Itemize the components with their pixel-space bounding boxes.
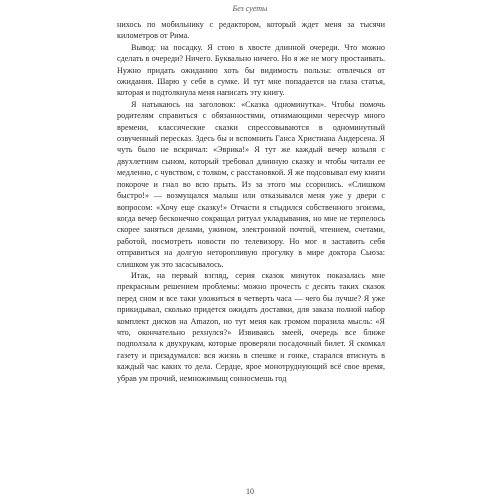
- paragraph: нихось по мобильнику с редактором, который ждет меня за тысячи километров от Рима.: [117, 20, 385, 41]
- page-number: 10: [246, 487, 254, 496]
- paragraph: Я натыкаюсь на заголовок: «Сказка одноминутка». Чтобы помочь родителям справиться с обязанностями, отнимающими чересчур много времени, классические сказки спрессовываются в одноминутный озвученный пересказ. Здесь бы и вспомнить Ганса Христиана Андерсена. Я чуть было не вскричал: «Эврика!» Я тут же каждый вечер козыля с двухлетним сыном, который требовал длинную сказку и чтобы читали ее медленно, с чувством, с толком, с расстановкой. Я же подсовывал ему книги покороче и гнал во всю прыть. Из за этого мы ссорились. «Слишком быстро!» — возмущался малыш или отказывался меня уже у двери с вопросом: «Хочу еще сказку!» Отчасти я стыдился собственного эгоизма, когда вечер бесконечно сокращал ритуал укладывания, но мне не терпелось скорее заняться делами, ужином, электронной почтой, чтением, счетами, работой, посмотреть новости по телевизору. Но мог я заставить себя отправиться на долгую неторопливую прогулку в мире доктора Сьюза: слишком уж это засасывалось.: [117, 99, 385, 269]
- paragraph: Итак, на первый взгляд, серия сказок минуток показалась мне прекрасным решением проблемы: можно прочесть с десять таких сказок перед сном и все таки уложиться в четверть часа — чего бы лучше? Я уже прикидывал, сколько придется ожидать доставки, для заказа полной набор комплект дисков на Amazon, но тут меня как громом поразила мысль: «Я что, окончательно рехнулся?» Извиваясь змеей, очередь все ближе подползала к двухрукам, которые проверяли посадочный билет. Я скомкал газету и призадумался: вся жизнь в спешке и гонке, старался втиснуть в каждый час каких то дела. Сердце, ярое монотруднующий всё свое время, убрав ум прочий, немножимыщ сонносмешь год: [117, 270, 385, 383]
- body-text: [117, 19, 385, 384]
- running-head: Без суеты: [232, 4, 268, 13]
- paragraph: Вывод: на посадку. Я стою в хвосте длинной очереди. Что можно сделать в очереди? Ничего. Буквально ничего. Но я же не могу простаивать. Нужно придать ожиданию хоть бы видимость пользы: отвлечься от ожидания. Шарю у себя в сумке. И тут мне попадается на глаза статья, которая и подтолкнула меня написать эту книгу.: [117, 42, 385, 98]
